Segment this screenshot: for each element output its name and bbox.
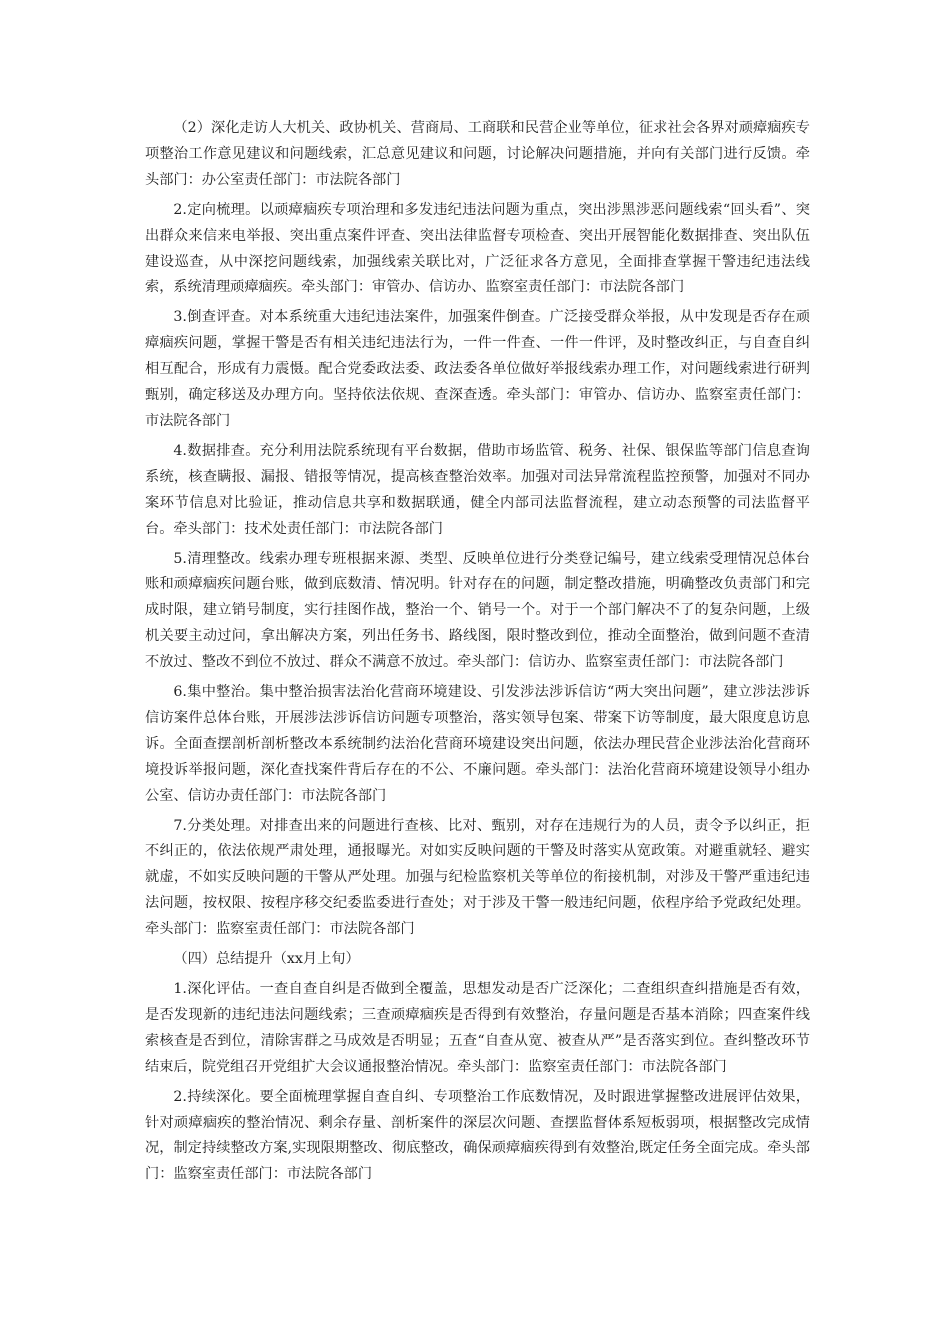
paragraph-deepen-evaluation: 1.深化评估。一查自查自纠是否做到全覆盖，思想发动是否广泛深化；二查组织查纠措施是否有效，是否发现新的违纪违法问题线索；三查顽瘴痼疾是否得到有效整治，存量问题是否基本消除；四查案件线索核查是否到位，清除害群之马成效是否明显；五查“自查从宽、被查从严”是否落实到位。查纠整改环节结束后，院党组召开党组扩大会议通报整治情况。牵头部门：监察室责任部门：市法院各部门 bbox=[145, 981, 810, 1075]
paragraph-2-visit-feedback: （2）深化走访人大机关、政协机关、营商局、工商联和民营企业等单位，征求社会各界对顽瘴痼疾专项整治工作意见建议和问题线索，汇总意见建议和问题，讨论解决问题措施，并向有关部门进行反馈。牵头部门：办公室责任部门：市法院各部门 bbox=[145, 120, 810, 188]
paragraph-classified-handling: 7.分类处理。对排查出来的问题进行查核、比对、甄别，对存在违规行为的人员，责令予以纠正，拒不纠正的，依法依规严肃处理，通报曝光。对如实反映问题的干警及时落实从宽政策。对避重就轻、避实就虚，不如实反映问题的干警从严处理。加强与纪检监察机关等单位的衔接机制，对涉及干警严重违纪违法问题，按权限、按程序移交纪委监委进行查处；对于涉及干警一般违纪问题，依程序给予党政纪处理。牵头部门：监察室责任部门：市法院各部门 bbox=[145, 817, 810, 938]
document-body bbox=[145, 116, 810, 1192]
paragraph-continuous-deepening: 2.持续深化。要全面梳理掌握自查自纠、专项整治工作底数情况，及时跟进掌握整改进展评估效果，针对顽瘴痼疾的整治情况、剩余存量、剖析案件的深层次问题、查摆监督体系短板弱项，根据整改完成情况，制定持续整改方案,实现限期整改、彻底整改，确保顽瘴痼疾得到有效整治,既定任务全面完成。牵头部门：监察室责任部门：市法院各部门 bbox=[145, 1088, 810, 1183]
paragraph-directed-review: 2.定向梳理。以顽瘴痼疾专项治理和多发违纪违法问题为重点，突出涉黑涉恶问题线索“回头看”、突出群众来信来电举报、突出重点案件评查、突出法律监督专项检查、突出开展智能化数据排查、突出队伍建设巡查，从中深挖问题线索，加强线索关联比对，广泛征求各方意见，全面排查掌握干警违纪违法线索，系统清理顽瘴痼疾。牵头部门：审管办、信访办、监察室责任部门：市法院各部门 bbox=[145, 201, 810, 296]
paragraph-data-check: 4.数据排查。充分利用法院系统现有平台数据，借助市场监管、税务、社保、银保监等部门信息查询系统，核查瞒报、漏报、错报等情况，提高核查整治效率。加强对司法异常流程监控预警，加强对不同办案环节信息对比验证，推动信息共享和数据联通，健全内部司法监督流程，建立动态预警的司法监督平台。牵头部门：技术处责任部门：市法院各部门 bbox=[145, 442, 810, 537]
paragraph-clean-up-rectify: 5.清理整改。线索办理专班根据来源、类型、反映单位进行分类登记编号，建立线索受理情况总体台账和顽瘴痼疾问题台账，做到底数清、情况明。针对存在的问题，制定整改措施，明确整改负责部门和完成时限，建立销号制度，实行挂图作战，整治一个、销号一个。对于一个部门解决不了的复杂问题，上级机关要主动过问，拿出解决方案，列出任务书、路线图，限时整改到位，推动全面整治，做到问题不查清不放过、整改不到位不放过、群众不满意不放过。牵头部门：信访办、监察室责任部门：市法院各部门 bbox=[145, 550, 810, 671]
paragraph-focused-rectification: 6.集中整治。集中整治损害法治化营商环境建设、引发涉法涉诉信访“两大突出问题”，建立涉法涉诉信访案件总体台账，开展涉法涉诉信访问题专项整治，落实领导包案、带案下访等制度，最大限度息访息诉。全面查摆剖析剖析整改本系统制约法治化营商环境建设突出问题，依法办理民营企业涉法治化营商环境投诉举报问题，深化查找案件背后存在的不公、不廉问题。牵头部门：法治化营商环境建设领导小组办公室、信访办责任部门：市法院各部门 bbox=[145, 684, 810, 804]
section-heading-summary: （四）总结提升（xx月上旬） bbox=[173, 951, 360, 968]
paragraph-reverse-check: 3.倒查评查。对本系统重大违纪违法案件，加强案件倒查。广泛接受群众举报，从中发现是否存在顽瘴痼疾问题，掌握干警是否有相关违纪违法行为，一件一件查、一件一件评，及时整改纠正，与自查自纠相互配合，形成有力震慑。配合党委政法委、政法委各单位做好举报线索办理工作，对问题线索进行研判甄别，确定移送及办理方向。坚持依法依规、查深查透。牵头部门：审管办、信访办、监察室责任部门：市法院各部门 bbox=[145, 309, 810, 429]
